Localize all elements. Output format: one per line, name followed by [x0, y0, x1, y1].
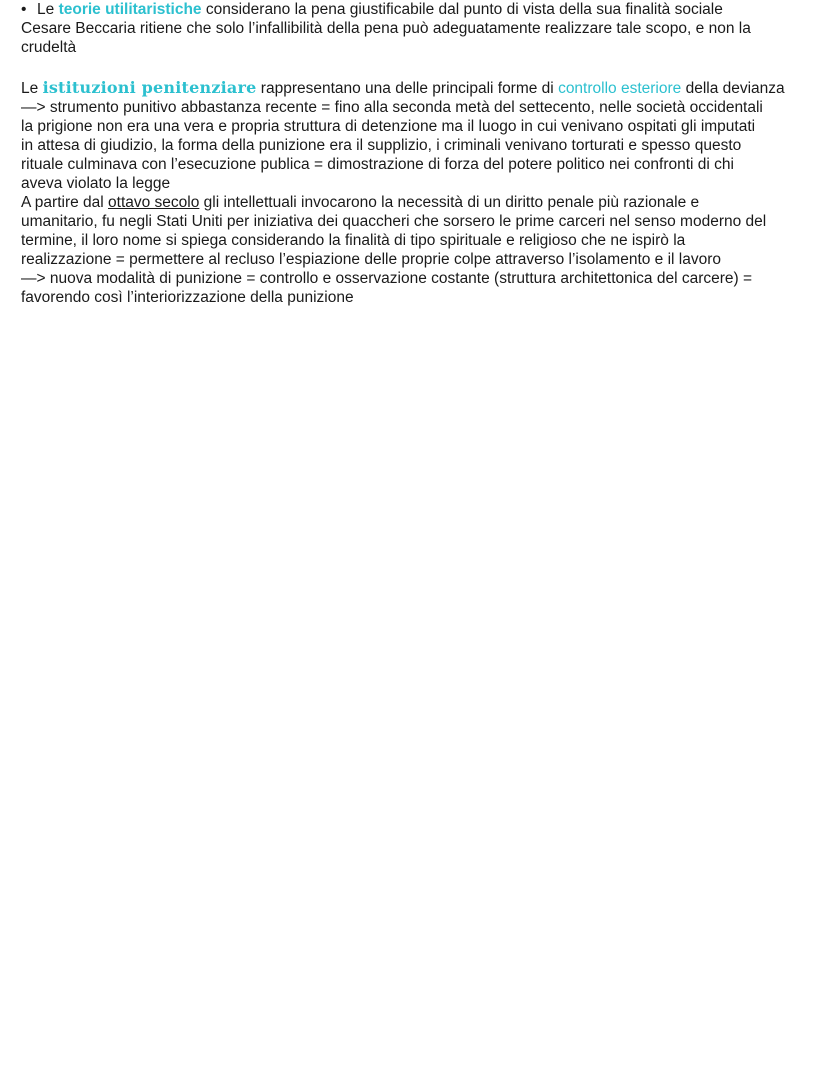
text: gli intellettuali invocarono la necessità di un diritto penale più razionale e	[199, 194, 700, 211]
text-line: favorendo così l’interiorizzazione della punizione	[21, 289, 354, 306]
bullet-line-2: Cesare Beccaria ritiene che solo l’infallibilità della pena può adeguatamente realizzare tale scopo, e non la	[21, 20, 751, 37]
text-line: la prigione non era una vera e propria struttura di detenzione ma il luogo in cui venivano ospitati gli imputati	[21, 118, 756, 135]
text: Le	[21, 80, 43, 97]
bullet-paragraph	[21, 0, 806, 57]
text-line	[21, 193, 806, 212]
text: considerano la pena giustificabile dal punto di vista della sua finalità sociale	[201, 1, 723, 18]
bullet-marker: •	[21, 1, 27, 18]
text-line: —> strumento punitivo abbastanza recente = fino alla seconda metà del settecento, nelle società occidentali	[21, 99, 763, 116]
text-line: termine, il loro nome si spiega considerando la finalità di tipo spirituale e religioso che ne ispirò la	[21, 232, 686, 249]
text-line: rituale culminava con l’esecuzione publica = dimostrazione di forza del potere politico nei confronti di chi	[21, 156, 734, 173]
underlined-term: ottavo secolo	[108, 194, 200, 211]
section-heading-line	[21, 78, 806, 98]
section-paragraph	[21, 78, 806, 307]
highlight-term: teorie utilitaristiche	[58, 1, 202, 18]
text: Le	[37, 1, 59, 18]
text: rappresentano una delle principali forme di	[256, 80, 559, 97]
text-line: in attesa di giudizio, la forma della punizione era il supplizio, i criminali venivano torturati e spesso questo	[21, 137, 742, 154]
text: A partire dal	[21, 194, 109, 211]
bullet-line-3: crudeltà	[21, 39, 77, 56]
text: della devianza	[681, 80, 785, 97]
bullet-line-1	[21, 0, 806, 19]
highlight-term: controllo esteriore	[558, 80, 682, 97]
text-line: umanitario, fu negli Stati Uniti per iniziativa dei quaccheri che sorsero le prime carceri nel senso moderno del	[21, 213, 767, 230]
highlight-term: istituzioni penitenziare	[42, 78, 257, 97]
text-line: —> nuova modalità di punizione = controllo e osservazione costante (struttura architettonica del carcere) =	[21, 270, 753, 287]
text-line: aveva violato la legge	[21, 175, 171, 192]
text-line: realizzazione = permettere al recluso l’espiazione delle proprie colpe attraverso l’isolamento e il lavoro	[21, 251, 722, 268]
